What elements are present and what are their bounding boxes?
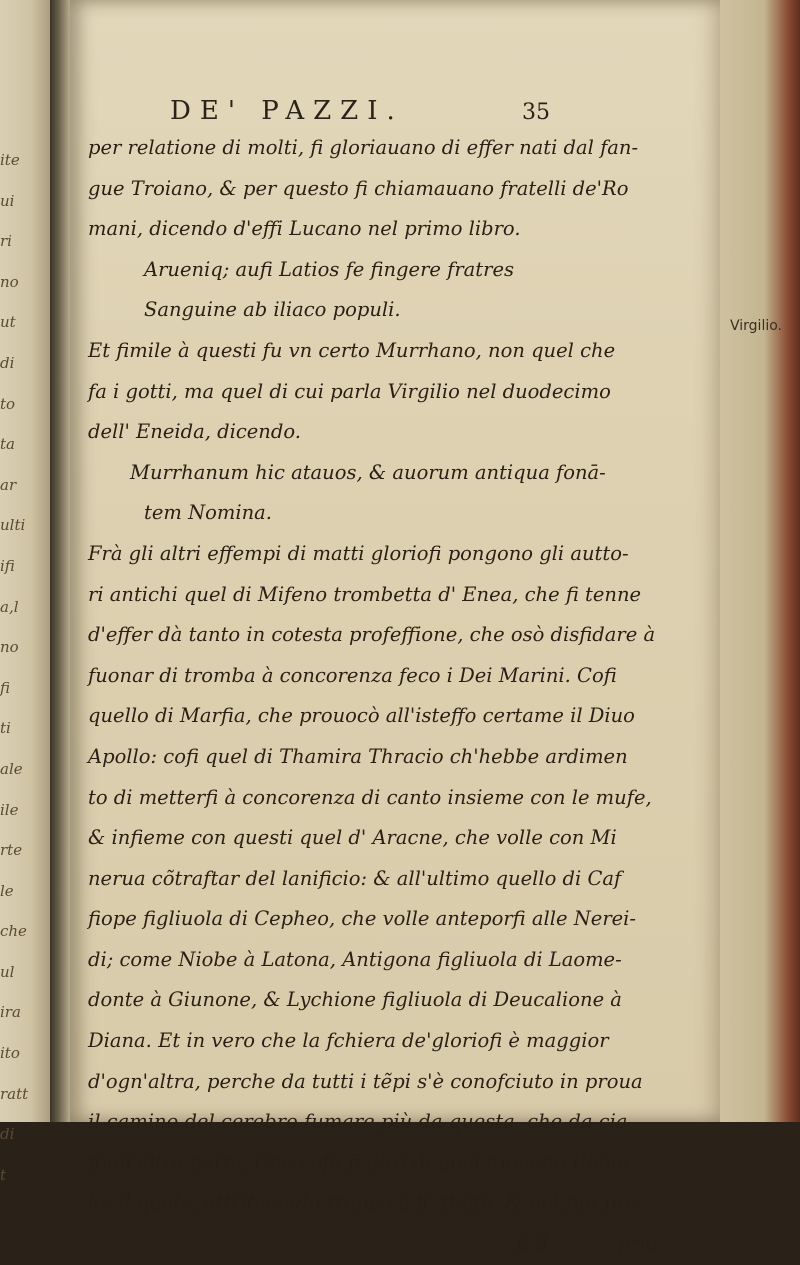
catchword: prio — [618, 1232, 658, 1256]
spine-fragment: ifi — [0, 556, 15, 575]
text-line: fiope figliuola di Cepheo, che volle anteporfi alle Nerei- — [88, 907, 637, 931]
text-line: per relatione di molti, fi gloriauano di effer nati dal fan- — [88, 136, 639, 159]
spine-fragment: ti — [0, 719, 11, 738]
spine-fragment: a,l — [0, 597, 19, 616]
text-line: ri antichi quel di Mifeno trombetta d' Enea, che fi tenne — [88, 582, 642, 606]
spine-fragment: ut — [0, 313, 16, 332]
spine-fragment: ulti — [0, 516, 26, 535]
text-line: Frà gli altri effempi di matti gloriofi pongono gli autto- — [88, 541, 629, 565]
spine-fragment: di — [0, 353, 15, 372]
spine-fragment: ira — [0, 1003, 21, 1022]
spine-fragment: rte — [0, 841, 23, 860]
text-line: & infieme con questi quel d' Aracne, che volle con Mi — [88, 826, 617, 850]
signature-mark: E 3 — [515, 1232, 549, 1256]
page-title: DE' PAZZI. — [170, 96, 404, 126]
spine-fragment: ale — [0, 759, 23, 778]
verse-line: Murrhanum hic atauos, & auorum antiqua fonā- — [130, 460, 606, 484]
text-body — [88, 128, 698, 1265]
spine-fragment: no — [0, 638, 19, 657]
spine-fragment: to — [0, 394, 16, 413]
spine-fragment: ite — [0, 151, 20, 169]
spine-fragment: che — [0, 922, 27, 941]
text-line: fcun'altra parte, Che cofa fi dirà di quel humano Remu — [88, 1150, 630, 1174]
spine-fragment: ar — [0, 475, 17, 494]
text-line: lo, il quale, attribuendo troppo à fe fteffo, & nel fuo pro- — [88, 1191, 644, 1215]
margin-note: Virgilio. — [730, 318, 782, 334]
verse-line: tem Nomina. — [144, 501, 272, 525]
spine-fragment: ile — [0, 800, 19, 819]
spine-fragment: ratt — [0, 1084, 29, 1103]
text-line: quello di Marfia, che prouocò all'isteffo certame il Diuo — [88, 704, 635, 728]
spine-fragment: ui — [0, 191, 15, 210]
spine-fragment: di — [0, 1125, 15, 1144]
text-line: di; come Niobe à Latona, Antigona figliuola di Laome- — [88, 947, 622, 971]
text-line: nerua cõtraftar del lanificio: & all'ultimo quello di Caf — [88, 866, 622, 890]
text-line: Apollo: cofi quel di Thamira Thracio ch'hebbe ardimen — [88, 744, 628, 768]
spine-fragment: le — [0, 881, 14, 900]
right-page-edge — [720, 0, 800, 1122]
verse-line: Sanguine ab iliaco populi. — [144, 298, 401, 322]
text-line: gue Troiano, & per questo fi chiamauano fratelli de'Ro — [88, 176, 629, 200]
text-line: to di metterfi à concorenza di canto insieme con le mufe, — [88, 785, 652, 809]
spine-fragment: ri — [0, 232, 12, 251]
text-line: mani, dicendo d'effi Lucano nel primo libro. — [88, 217, 521, 241]
verse-line: Arueniq; aufi Latios fe fingere fratres — [144, 257, 515, 281]
text-line: Et fimile à questi fu vn certo Murrhano, non quel che — [88, 338, 616, 362]
text-line: d'effer dà tanto in cotesta profeffione, che osò disfidare à — [88, 623, 656, 647]
text-line: Diana. Et in vero che la fchiera de'gloriofi è maggior — [88, 1029, 609, 1053]
page-number: 35 — [522, 100, 550, 125]
text-line: il camino del cerebro fumare più da questa, che da cia- — [88, 1110, 635, 1134]
book-gutter — [50, 0, 72, 1122]
spine-fragment: fi — [0, 678, 11, 697]
footer-line — [88, 1224, 698, 1265]
text-line: fuonar di tromba à concorenza feco i Dei Marini. Cofi — [88, 663, 617, 687]
spine-fragment: no — [0, 272, 19, 291]
spine-fragment: ta — [0, 435, 15, 454]
left-page-edge — [0, 0, 52, 1184]
text-line: d'ogn'altra, perche da tutti i tẽpi s'è conofciuto in proua — [88, 1069, 643, 1093]
text-line: donte à Giunone, & Lychione figliuola di Deucalione à — [88, 988, 622, 1012]
running-head — [170, 96, 550, 126]
text-line: dell' Eneida, dicendo. — [88, 420, 301, 444]
text-line: fa i gotti, ma quel di cui parla Virgilio nel duodecimo — [88, 379, 611, 403]
spine-fragment: t — [0, 1165, 7, 1184]
spine-fragment: ito — [0, 1044, 20, 1063]
spine-fragment: ul — [0, 962, 15, 981]
left-page-fragments — [0, 140, 29, 1195]
